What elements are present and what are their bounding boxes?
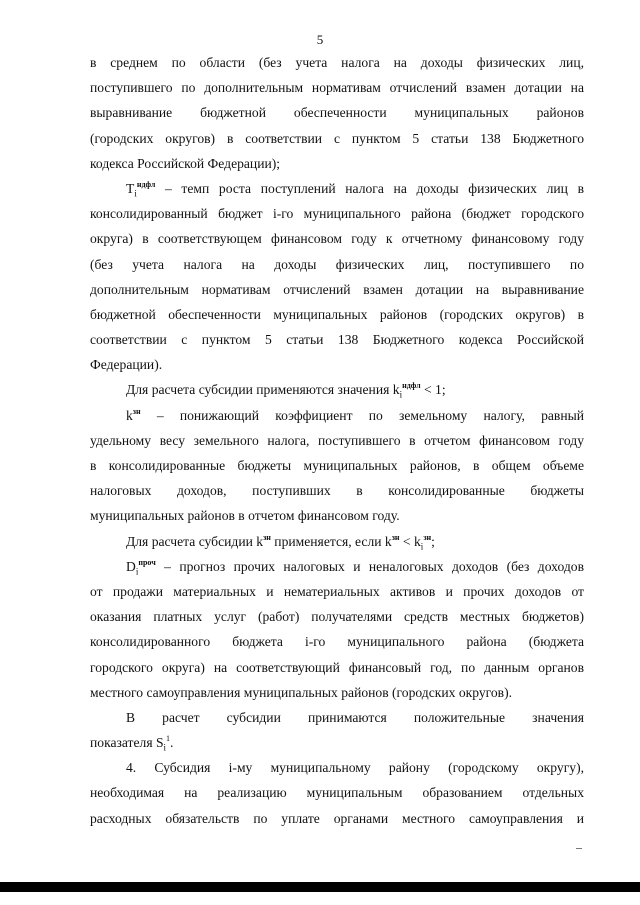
text-fragment: показателя xyxy=(90,735,156,751)
text-fragment: ; xyxy=(431,533,435,549)
text-line: дополнительным нормативам отчислений взамен дотации на выравнивание xyxy=(90,281,584,297)
text-line: бюджетной обеспеченности муниципальных районов (городских округов) в xyxy=(90,306,584,322)
formula-symbol: S xyxy=(155,735,164,751)
text-line: консолидированный бюджет i-го муниципального района (бюджет городского xyxy=(90,206,584,222)
text-line: удельному весу земельного налога, поступившего в отчетом финансовом году xyxy=(90,432,584,448)
formula-symbol: k xyxy=(256,533,264,549)
text-fragment: < xyxy=(399,533,414,549)
text-fragment: – понижающий коэффициент по земельному налогу, равный xyxy=(140,407,584,423)
formula-symbol: k xyxy=(414,533,421,549)
formula-superscript: зн xyxy=(263,532,271,542)
text-line-s1 xyxy=(90,730,584,755)
formula-subscript: i xyxy=(399,390,403,401)
text-line: (городских округов) в соответствии с пунктом 5 статьи 138 Бюджетного xyxy=(90,130,584,146)
text-line: соответствии с пунктом 5 статьи 138 Бюджетного кодекса Российской xyxy=(90,332,584,348)
text-fragment: – темп роста поступлений налога на доходы физических лиц в xyxy=(155,180,584,196)
text-line: консолидированного бюджета i-го муниципального района (бюджета xyxy=(90,634,584,650)
formula-symbol: T xyxy=(126,180,135,196)
text-line: оказания платных услуг (работ) получателями средств местных бюджетов) xyxy=(90,609,584,625)
text-fragment: . xyxy=(170,735,174,751)
text-line-k-zn xyxy=(90,403,584,428)
formula-subscript: i xyxy=(163,742,167,753)
text-fragment: Для расчета субсидии применяются значения xyxy=(126,382,393,398)
formula-superscript: зн xyxy=(391,532,400,542)
text-line: муниципальных районов в отчетом финансовом году. xyxy=(90,508,400,524)
text-line-k-zn-condition xyxy=(90,529,584,554)
text-line: кодекса Российской Федерации); xyxy=(90,155,281,171)
text-line: от продажи материальных и нематериальных активов и прочих доходов от xyxy=(90,583,584,599)
formula-symbol: D xyxy=(126,558,136,574)
text-line: в консолидированные бюджеты муниципальных районов, в общем объеме xyxy=(90,458,584,473)
formula-symbol: k xyxy=(384,533,392,549)
formula-superscript: проч xyxy=(138,557,156,567)
text-line: в среднем по области (без учета налога на доходы физических лиц, xyxy=(90,55,584,70)
formula-subscript: i xyxy=(135,566,139,577)
text-line: налоговых доходов, поступивших в консолидированные бюджеты xyxy=(90,483,584,499)
text-fragment: применяется, если xyxy=(270,533,385,549)
text-fragment: Для расчета субсидии xyxy=(126,533,257,549)
text-line: В расчет субсидии принимаются положительные значения xyxy=(126,709,584,725)
text-line: поступившего по дополнительным нормативам отчислений взамен дотации на xyxy=(90,80,584,96)
text-line: округа) в соответствующем финансовом году к отчетному финансовому году xyxy=(90,231,584,247)
text-line: (без учета налога на доходы физических лиц, поступившего по xyxy=(90,256,584,272)
scan-bottom-border xyxy=(0,882,640,892)
text-line: необходимая на реализацию муниципальным образованием отдельных xyxy=(90,785,584,801)
document-body xyxy=(90,50,584,831)
page-number: 5 xyxy=(316,32,324,47)
text-line: расходных обязательств по уплате органами местного самоуправления и xyxy=(90,810,584,826)
text-line: местного самоуправления муниципальных районов (городских округов). xyxy=(90,684,513,700)
formula-subscript: i xyxy=(134,188,137,199)
text-fragment: – прогноз прочих налоговых и неналоговых доходов (без доходов xyxy=(155,558,584,574)
text-line: 4. Субсидия i-му муниципальному району (городскому округу), xyxy=(126,760,584,776)
formula-superscript: 1 xyxy=(166,734,171,744)
scan-mark xyxy=(576,848,582,849)
formula-superscript: ндфл xyxy=(136,179,156,189)
formula-symbol: k xyxy=(126,407,133,423)
text-line: выравнивание бюджетной обеспеченности муниципальных районов xyxy=(90,105,584,121)
formula-superscript: ндфл xyxy=(402,381,421,391)
formula-subscript: i xyxy=(420,541,424,552)
text-line: городского округа) на соответствующий финансовый год, по данным органов xyxy=(90,659,584,675)
text-fragment: < 1; xyxy=(420,382,446,398)
text-line-k-ndfl xyxy=(90,377,584,402)
formula-superscript: зн xyxy=(132,406,141,416)
formula-symbol: k xyxy=(392,382,400,398)
formula-superscript: зн xyxy=(423,532,432,542)
text-line-t-ndfl xyxy=(90,176,584,201)
text-line: Федерации). xyxy=(90,357,163,373)
text-line-d-proch xyxy=(90,554,584,579)
